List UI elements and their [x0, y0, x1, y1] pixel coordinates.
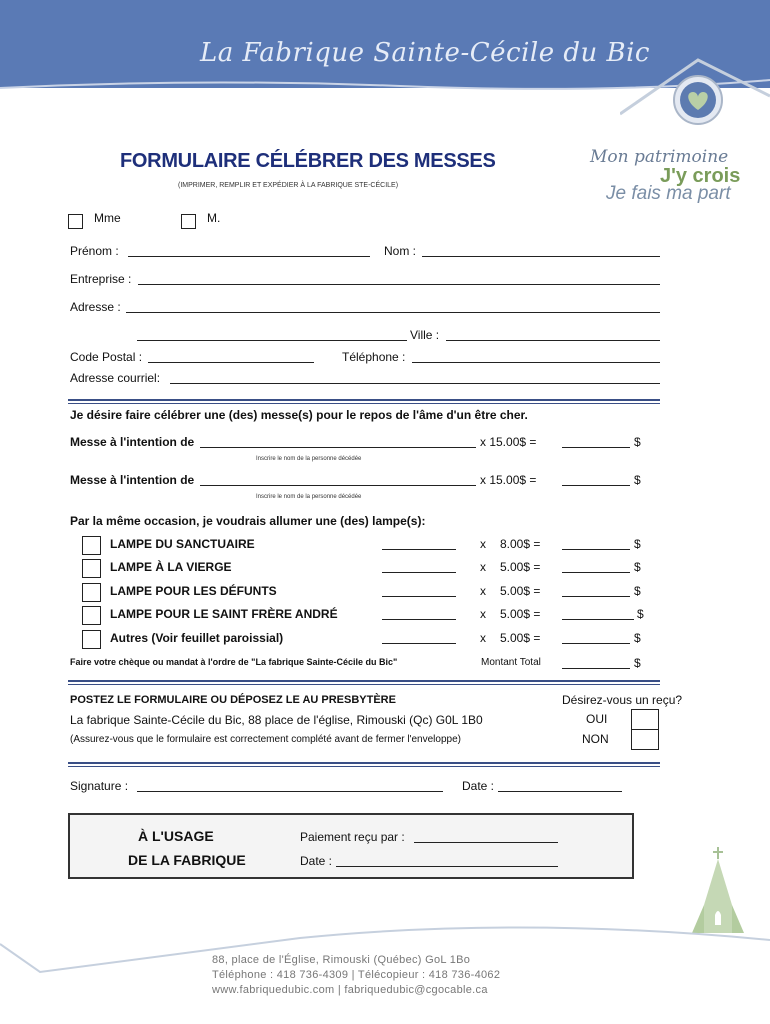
section-divider-thin [68, 403, 660, 404]
prenom-label: Prénom : [70, 244, 119, 258]
adresse-label: Adresse : [70, 300, 121, 314]
lampe-defunts-dollar: $ [634, 584, 641, 598]
lampe-autres-dollar: $ [634, 631, 641, 645]
entreprise-field[interactable] [138, 273, 660, 285]
lampe-frere-andre-x: x [480, 607, 486, 621]
section-divider-3 [68, 762, 660, 764]
usage-line1: À L'USAGE [138, 828, 214, 844]
lampe-autres-qty-field[interactable] [382, 632, 456, 644]
lampe-frere-andre-price: 5.00$ = [500, 607, 541, 621]
lampe-vierge-checkbox[interactable] [82, 559, 101, 578]
lampe-defunts-amount-field[interactable] [562, 585, 630, 597]
messe-1-label: Messe à l'intention de [70, 435, 195, 449]
m-checkbox[interactable] [181, 214, 196, 229]
lampe-vierge-label: LAMPE À LA VIERGE [110, 560, 232, 574]
signature-date-field[interactable] [498, 780, 622, 792]
lampe-vierge-amount-field[interactable] [562, 561, 630, 573]
lampe-autres-x: x [480, 631, 486, 645]
slogan-line3: Je fais ma part [606, 183, 731, 204]
slogan-line2: J'y crois [660, 165, 741, 187]
postez-address: La fabrique Sainte-Cécile du Bic, 88 place de l'église, Rimouski (Qc) G0L 1B0 [70, 713, 483, 727]
prenom-field[interactable] [128, 245, 370, 257]
postez-heading: POSTEZ LE FORMULAIRE OU DÉPOSEZ LE AU PRESBYTÈRE [70, 694, 396, 706]
lampe-sanctuaire-checkbox[interactable] [82, 536, 101, 555]
telephone-field[interactable] [412, 351, 660, 363]
montant-total-field[interactable] [562, 657, 630, 669]
messe-1-dollar: $ [634, 435, 641, 449]
lampe-autres-checkbox[interactable] [82, 630, 101, 649]
messe-1-hint: Inscrire le nom de la personne décédée [256, 456, 362, 462]
lampe-vierge-price: 5.00$ = [500, 560, 541, 574]
messe-1-price: x 15.00$ = [480, 435, 537, 449]
form-title: FORMULAIRE CÉLÉBRER DES MESSES [120, 150, 496, 172]
mme-checkbox[interactable] [68, 214, 83, 229]
lampe-defunts-price: 5.00$ = [500, 584, 541, 598]
footer-phones: Téléphone : 418 736-4309 | Télécopieur : 418 736-4062 [212, 969, 501, 981]
messes-heading: Je désire faire célébrer une (des) messe(s) pour le repos de l'âme d'un être cher. [70, 408, 528, 422]
code-postal-label: Code Postal : [70, 350, 143, 364]
usage-line2: DE LA FABRIQUE [128, 852, 246, 868]
form-subtitle: (IMPRIMER, REMPLIR ET EXPÉDIER À LA FABRIQUE STE-CÉCILE) [178, 182, 399, 189]
lampe-frere-andre-amount-field[interactable] [562, 608, 634, 620]
footer-address: 88, place de l'Église, Rimouski (Québec) GoL 1Bo [212, 954, 471, 966]
non-label: NON [582, 732, 609, 746]
messe-2-price: x 15.00$ = [480, 473, 537, 487]
messe-2-amount-field[interactable] [562, 474, 630, 486]
section-divider-2-thin [68, 684, 660, 685]
nom-label: Nom : [384, 244, 417, 258]
cheque-note: Faire votre chèque ou mandat à l'ordre de "La fabrique Sainte-Cécile du Bic" [70, 657, 398, 667]
footer-web: www.fabriquedubic.com | fabriquedubic@cgocable.ca [212, 984, 488, 996]
telephone-label: Téléphone : [342, 350, 406, 364]
usage-date-field[interactable] [336, 855, 558, 867]
postez-note: (Assurez-vous que le formulaire est correctement complété avant de fermer l'enveloppe) [70, 734, 461, 745]
paiement-label: Paiement reçu par : [300, 830, 405, 844]
lampe-sanctuaire-price: 8.00$ = [500, 537, 541, 551]
montant-total-dollar: $ [634, 656, 641, 670]
signature-date-label: Date : [462, 779, 495, 793]
lampe-sanctuaire-label: LAMPE DU SANCTUAIRE [110, 537, 255, 551]
section-divider [68, 399, 660, 401]
lampe-vierge-x: x [480, 560, 486, 574]
lampe-defunts-x: x [480, 584, 486, 598]
entreprise-label: Entreprise : [70, 272, 132, 286]
adresse-field[interactable] [126, 301, 660, 313]
lampe-autres-amount-field[interactable] [562, 632, 630, 644]
lampe-vierge-qty-field[interactable] [382, 561, 456, 573]
slogan-line1: Mon patrimoine [590, 147, 729, 167]
lampe-defunts-qty-field[interactable] [382, 585, 456, 597]
org-name: La Fabrique Sainte-Cécile du Bic [200, 38, 650, 68]
lampe-sanctuaire-amount-field[interactable] [562, 538, 630, 550]
heart-house-logo [620, 52, 770, 142]
non-checkbox[interactable] [631, 729, 659, 750]
lampe-frere-andre-label: LAMPE POUR LE SAINT FRÈRE ANDRÉ [110, 607, 338, 621]
oui-label: OUI [586, 712, 608, 726]
lampe-frere-andre-qty-field[interactable] [382, 608, 456, 620]
signature-field[interactable] [137, 780, 443, 792]
courriel-label: Adresse courriel: [70, 371, 161, 385]
signature-label: Signature : [70, 779, 129, 793]
lampe-sanctuaire-x: x [480, 537, 486, 551]
ville-field[interactable] [446, 329, 660, 341]
recu-question: Désirez-vous un reçu? [562, 693, 683, 707]
lampe-defunts-label: LAMPE POUR LES DÉFUNTS [110, 584, 277, 598]
section-divider-2 [68, 680, 660, 682]
lampe-autres-price: 5.00$ = [500, 631, 541, 645]
messe-1-name-field[interactable] [200, 436, 476, 448]
section-divider-3-thin [68, 766, 660, 767]
mme-label: Mme [94, 211, 121, 225]
lampe-vierge-dollar: $ [634, 560, 641, 574]
oui-checkbox[interactable] [631, 709, 659, 730]
lampe-sanctuaire-dollar: $ [634, 537, 641, 551]
usage-box [68, 813, 634, 879]
usage-date-label: Date : [300, 854, 333, 868]
courriel-field[interactable] [170, 372, 660, 384]
montant-total-label: Montant Total [481, 657, 541, 668]
paiement-field[interactable] [414, 831, 558, 843]
messe-1-amount-field[interactable] [562, 436, 630, 448]
adresse-line2-field[interactable] [137, 329, 407, 341]
lampe-defunts-checkbox[interactable] [82, 583, 101, 602]
messe-2-hint: Inscrire le nom de la personne décédée [256, 494, 362, 500]
m-label: M. [207, 211, 221, 225]
lampe-frere-andre-checkbox[interactable] [82, 606, 101, 625]
messe-2-name-field[interactable] [200, 474, 476, 486]
code-postal-field[interactable] [148, 351, 314, 363]
messe-2-label: Messe à l'intention de [70, 473, 195, 487]
messe-2-dollar: $ [634, 473, 641, 487]
lampes-heading: Par la même occasion, je voudrais allumer une (des) lampe(s): [70, 514, 426, 528]
lampe-autres-label: Autres (Voir feuillet paroissial) [110, 631, 284, 645]
ville-label: Ville : [410, 328, 440, 342]
nom-field[interactable] [422, 245, 660, 257]
lampe-sanctuaire-qty-field[interactable] [382, 538, 456, 550]
lampe-frere-andre-dollar: $ [637, 607, 644, 621]
